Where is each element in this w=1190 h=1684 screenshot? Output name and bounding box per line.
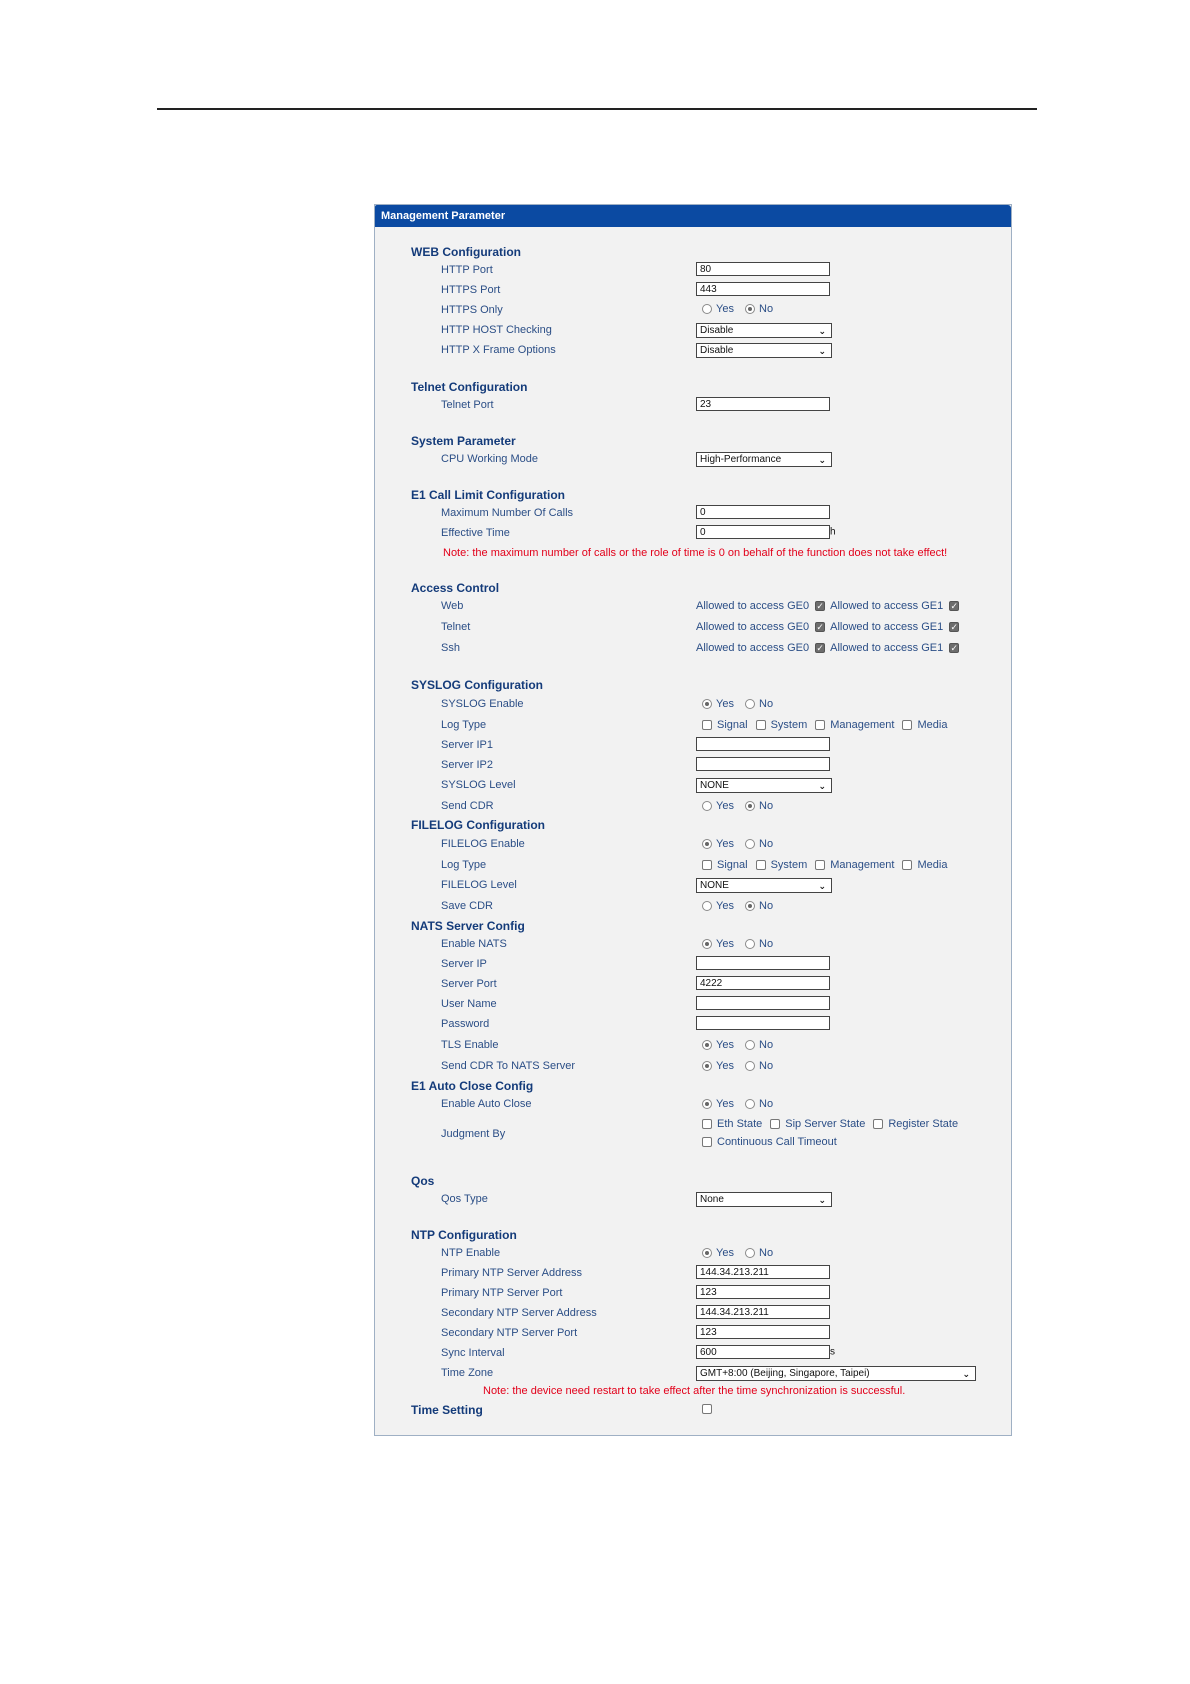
https-port-label: HTTPS Port <box>441 284 501 296</box>
syslog-enable-no-radio[interactable] <box>745 699 755 709</box>
qos-type-label: Qos Type <box>441 1193 488 1205</box>
http-x-frame-label: HTTP X Frame Options <box>441 344 556 356</box>
allowed-ge1-label: Allowed to access GE1 <box>830 600 944 612</box>
primary-ntp-address-input[interactable]: 144.34.213.211 <box>696 1265 830 1279</box>
syslog-media-checkbox[interactable] <box>902 720 912 730</box>
page-header-rule <box>157 108 1037 110</box>
ntp-enable-radio-group <box>696 1247 775 1259</box>
tls-enable-label: TLS Enable <box>441 1039 499 1051</box>
ntp-enable-no-radio[interactable] <box>745 1248 755 1258</box>
http-host-checking-label: HTTP HOST Checking <box>441 324 552 336</box>
chevron-down-icon: ⌄ <box>818 346 826 356</box>
time-zone-select[interactable] <box>696 1366 976 1381</box>
yes-label: Yes <box>716 698 734 711</box>
enable-auto-close-label: Enable Auto Close <box>441 1098 532 1110</box>
section-filelog-configuration: FILELOG Configuration <box>411 818 545 832</box>
no-label: No <box>759 938 774 951</box>
syslog-enable-label: SYSLOG Enable <box>441 698 524 710</box>
https-only-no-radio[interactable] <box>745 304 755 314</box>
panel-title: Management Parameter <box>375 205 1011 227</box>
server-ip2-input[interactable] <box>696 757 830 771</box>
effective-time-unit: h <box>830 526 836 538</box>
no-label: No <box>759 838 774 851</box>
yes-label: Yes <box>716 800 734 813</box>
enable-nats-no-radio[interactable] <box>745 939 755 949</box>
telnet-access-group <box>696 621 964 633</box>
filelog-log-type-group <box>696 859 949 871</box>
effective-time-input[interactable]: 0 <box>696 525 830 539</box>
syslog-log-type-label: Log Type <box>441 719 487 731</box>
telnet-ge1-checkbox[interactable]: ✓ <box>950 622 959 633</box>
media-label: Media <box>917 719 948 732</box>
nats-password-label: Password <box>441 1018 490 1030</box>
send-cdr-nats-label: Send CDR To NATS Server <box>441 1060 576 1072</box>
no-label: No <box>759 698 774 711</box>
secondary-ntp-port-input[interactable]: 123 <box>696 1325 830 1339</box>
web-ge0-checkbox[interactable]: ✓ <box>816 601 824 612</box>
telnet-port-input[interactable]: 23 <box>696 397 830 411</box>
http-host-checking-select[interactable] <box>696 323 832 338</box>
filelog-enable-yes-radio[interactable] <box>702 839 712 849</box>
syslog-enable-yes-radio[interactable] <box>702 699 712 709</box>
save-cdr-yes-radio[interactable] <box>702 901 712 911</box>
section-access-control: Access Control <box>411 581 500 595</box>
ssh-ge1-checkbox[interactable]: ✓ <box>950 643 959 654</box>
management-parameter-panel <box>374 204 1012 1436</box>
continuous-call-timeout-label: Continuous Call Timeout <box>717 1136 837 1149</box>
filelog-management-checkbox[interactable] <box>815 860 825 870</box>
primary-ntp-port-label: Primary NTP Server Port <box>441 1287 563 1299</box>
sip-server-state-label: Sip Server State <box>785 1118 866 1131</box>
syslog-system-checkbox[interactable] <box>756 720 766 730</box>
filelog-enable-label: FILELOG Enable <box>441 838 525 850</box>
enable-nats-label: Enable NATS <box>441 938 507 950</box>
http-x-frame-select[interactable] <box>696 343 832 358</box>
filelog-enable-no-radio[interactable] <box>745 839 755 849</box>
tls-enable-no-radio[interactable] <box>745 1040 755 1050</box>
auto-close-no-radio[interactable] <box>745 1099 755 1109</box>
eth-state-checkbox[interactable] <box>702 1119 712 1129</box>
server-ip1-input[interactable] <box>696 737 830 751</box>
max-calls-input[interactable]: 0 <box>696 505 830 519</box>
send-cdr-no-radio[interactable] <box>745 801 755 811</box>
qos-type-value: None <box>700 1194 724 1205</box>
secondary-ntp-address-input[interactable]: 144.34.213.211 <box>696 1305 830 1319</box>
no-label: No <box>759 1039 774 1052</box>
nats-user-name-label: User Name <box>441 998 497 1010</box>
register-state-label: Register State <box>888 1118 959 1131</box>
allowed-ge1-label: Allowed to access GE1 <box>830 621 944 633</box>
server-ip2-label: Server IP2 <box>441 759 493 771</box>
judgment-by-timeout-group <box>696 1136 839 1148</box>
sync-interval-label: Sync Interval <box>441 1347 505 1359</box>
cpu-working-mode-label: CPU Working Mode <box>441 453 538 465</box>
system-label: System <box>770 859 808 872</box>
ntp-note: Note: the device need restart to take effect after the time synchronization is successful. <box>483 1385 906 1397</box>
filelog-signal-checkbox[interactable] <box>702 860 712 870</box>
save-cdr-radio-group <box>696 900 775 912</box>
continuous-call-timeout-checkbox[interactable] <box>702 1137 712 1147</box>
send-cdr-yes-radio[interactable] <box>702 801 712 811</box>
section-e1-call-limit: E1 Call Limit Configuration <box>411 488 566 502</box>
server-ip1-label: Server IP1 <box>441 739 493 751</box>
primary-ntp-address-label: Primary NTP Server Address <box>441 1267 583 1279</box>
http-port-input[interactable]: 80 <box>696 262 830 276</box>
qos-type-select[interactable] <box>696 1192 832 1207</box>
section-system-parameter: System Parameter <box>411 434 516 448</box>
yes-label: Yes <box>716 938 734 951</box>
syslog-management-checkbox[interactable] <box>815 720 825 730</box>
management-label: Management <box>830 719 895 732</box>
chevron-down-icon: ⌄ <box>962 1369 970 1379</box>
chevron-down-icon: ⌄ <box>818 881 826 891</box>
http-host-checking-value: Disable <box>700 325 734 336</box>
telnet-port-label: Telnet Port <box>441 399 494 411</box>
chevron-down-icon: ⌄ <box>818 326 826 336</box>
filelog-level-select[interactable] <box>696 878 832 893</box>
management-label: Management <box>830 859 895 872</box>
time-setting-checkbox[interactable] <box>702 1404 712 1414</box>
web-access-group <box>696 600 964 612</box>
nats-server-ip-label: Server IP <box>441 958 487 970</box>
allowed-ge0-label: Allowed to access GE0 <box>696 621 810 633</box>
filelog-level-value: NONE <box>700 880 729 891</box>
cpu-working-mode-value: High-Performance <box>700 454 782 465</box>
cpu-working-mode-select[interactable] <box>696 452 832 467</box>
system-label: System <box>770 719 808 732</box>
no-label: No <box>759 303 774 316</box>
section-qos: Qos <box>411 1174 435 1188</box>
chevron-down-icon: ⌄ <box>818 1195 826 1205</box>
chevron-down-icon: ⌄ <box>818 455 826 465</box>
send-cdr-nats-yes-radio[interactable] <box>702 1061 712 1071</box>
section-nats-server-config: NATS Server Config <box>411 919 525 933</box>
syslog-level-select[interactable] <box>696 778 832 793</box>
filelog-media-checkbox[interactable] <box>902 860 912 870</box>
nats-server-port-input[interactable]: 4222 <box>696 976 830 990</box>
section-telnet-configuration: Telnet Configuration <box>411 380 528 394</box>
access-row-label: Telnet <box>441 621 471 633</box>
ntp-enable-yes-radio[interactable] <box>702 1248 712 1258</box>
no-label: No <box>759 1060 774 1073</box>
yes-label: Yes <box>716 838 734 851</box>
section-ntp-configuration: NTP Configuration <box>411 1228 517 1242</box>
eth-state-label: Eth State <box>717 1118 763 1131</box>
nats-server-ip-input[interactable] <box>696 956 830 970</box>
http-x-frame-value: Disable <box>700 345 734 356</box>
https-only-label: HTTPS Only <box>441 304 503 316</box>
ssh-access-group <box>696 642 964 654</box>
secondary-ntp-port-label: Secondary NTP Server Port <box>441 1327 578 1339</box>
sip-server-state-checkbox[interactable] <box>770 1119 780 1129</box>
section-web-configuration: WEB Configuration <box>411 245 521 259</box>
yes-label: Yes <box>716 1039 734 1052</box>
nats-password-input[interactable] <box>696 1016 830 1030</box>
sync-interval-input[interactable]: 600 <box>696 1345 830 1359</box>
syslog-log-type-group <box>696 719 949 731</box>
effective-time-label: Effective Time <box>441 527 510 539</box>
yes-label: Yes <box>716 1098 734 1111</box>
yes-label: Yes <box>716 1060 734 1073</box>
signal-label: Signal <box>717 859 748 872</box>
enable-nats-yes-radio[interactable] <box>702 939 712 949</box>
save-cdr-label: Save CDR <box>441 900 493 912</box>
https-port-input[interactable]: 443 <box>696 282 830 296</box>
nats-server-port-label: Server Port <box>441 978 497 990</box>
no-label: No <box>759 900 774 913</box>
sync-interval-unit: s <box>830 1346 835 1358</box>
allowed-ge1-label: Allowed to access GE1 <box>830 642 944 654</box>
allowed-ge0-label: Allowed to access GE0 <box>696 642 810 654</box>
filelog-level-label: FILELOG Level <box>441 879 517 891</box>
tls-enable-yes-radio[interactable] <box>702 1040 712 1050</box>
allowed-ge0-label: Allowed to access GE0 <box>696 600 810 612</box>
no-label: No <box>759 1098 774 1111</box>
filelog-enable-radio-group <box>696 838 775 850</box>
ntp-enable-label: NTP Enable <box>441 1247 501 1259</box>
judgment-by-group <box>696 1118 960 1130</box>
web-ge1-checkbox[interactable]: ✓ <box>950 601 959 612</box>
signal-label: Signal <box>717 719 748 732</box>
ssh-ge0-checkbox[interactable]: ✓ <box>816 643 824 654</box>
send-cdr-radio-group <box>696 800 775 812</box>
primary-ntp-port-input[interactable]: 123 <box>696 1285 830 1299</box>
tls-enable-radio-group <box>696 1039 775 1051</box>
send-cdr-label: Send CDR <box>441 800 494 812</box>
access-row-label: Web <box>441 600 464 612</box>
filelog-system-checkbox[interactable] <box>756 860 766 870</box>
section-e1-auto-close: E1 Auto Close Config <box>411 1079 534 1093</box>
send-cdr-nats-no-radio[interactable] <box>745 1061 755 1071</box>
yes-label: Yes <box>716 1247 734 1260</box>
syslog-level-label: SYSLOG Level <box>441 779 516 791</box>
call-limit-note: Note: the maximum number of calls or the role of time is 0 on behalf of the function does not take effect! <box>443 547 948 559</box>
register-state-checkbox[interactable] <box>873 1119 883 1129</box>
enable-auto-close-radio-group <box>696 1098 775 1110</box>
max-calls-label: Maximum Number Of Calls <box>441 507 574 519</box>
send-cdr-nats-radio-group <box>696 1060 775 1072</box>
https-only-yes-radio[interactable] <box>702 304 712 314</box>
http-port-label: HTTP Port <box>441 264 493 276</box>
section-syslog-configuration: SYSLOG Configuration <box>411 678 543 692</box>
filelog-log-type-label: Log Type <box>441 859 487 871</box>
yes-label: Yes <box>716 900 734 913</box>
no-label: No <box>759 1247 774 1260</box>
secondary-ntp-address-label: Secondary NTP Server Address <box>441 1307 597 1319</box>
https-only-radio-group <box>696 303 775 315</box>
time-zone-value: GMT+8:00 (Beijing, Singapore, Taipei) <box>700 1368 870 1379</box>
judgment-by-label: Judgment By <box>441 1128 506 1140</box>
auto-close-yes-radio[interactable] <box>702 1099 712 1109</box>
section-time-setting: Time Setting <box>411 1403 483 1417</box>
syslog-enable-radio-group <box>696 698 775 710</box>
syslog-level-value: NONE <box>700 780 729 791</box>
chevron-down-icon: ⌄ <box>818 781 826 791</box>
enable-nats-radio-group <box>696 938 775 950</box>
yes-label: Yes <box>716 303 734 316</box>
access-row-label: Ssh <box>441 642 460 654</box>
telnet-ge0-checkbox[interactable]: ✓ <box>816 622 824 633</box>
save-cdr-no-radio[interactable] <box>745 901 755 911</box>
time-zone-label: Time Zone <box>441 1367 494 1379</box>
media-label: Media <box>917 859 948 872</box>
syslog-signal-checkbox[interactable] <box>702 720 712 730</box>
no-label: No <box>759 800 774 813</box>
nats-user-name-input[interactable] <box>696 996 830 1010</box>
